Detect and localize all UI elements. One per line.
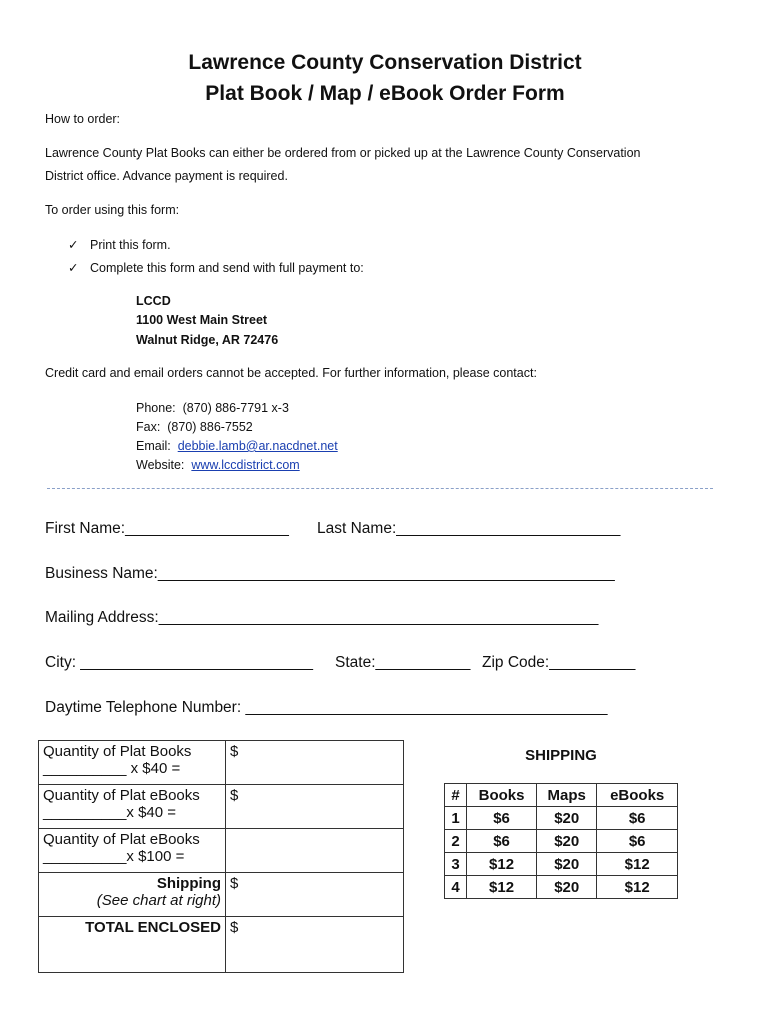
intro-paragraph-line2: District office. Advance payment is required.: [45, 169, 288, 183]
shipping-cell: 1: [445, 807, 467, 830]
notice-text: Credit card and email orders cannot be accepted. For further information, please contact:: [45, 366, 537, 380]
shipping-cell: $20: [537, 830, 597, 853]
table-row: [445, 876, 678, 899]
page-title-line1: Lawrence County Conservation District: [188, 51, 582, 74]
dollar-sign: $: [230, 743, 239, 760]
dollar-sign: $: [230, 875, 239, 892]
checkmark-icon: ✓: [68, 238, 79, 252]
shipping-cell: $6: [597, 807, 678, 830]
order-amount-cell[interactable]: [226, 785, 404, 829]
mailing-address-field[interactable]: Mailing Address:___________________________________________________: [45, 609, 599, 626]
address-line1: LCCD: [136, 294, 171, 308]
order-amount-cell[interactable]: [226, 829, 404, 873]
dollar-sign: $: [230, 787, 239, 804]
shipping-cell: $12: [597, 853, 678, 876]
city-field[interactable]: City: ___________________________: [45, 654, 314, 671]
shipping-cell: $12: [467, 853, 537, 876]
total-amount-cell[interactable]: [226, 917, 404, 973]
fax-label: Fax:: [136, 420, 161, 434]
shipping-cell: $12: [597, 876, 678, 899]
total-label-cell: [39, 917, 226, 973]
table-row: [39, 829, 404, 873]
order-label-cell: [39, 741, 226, 785]
email-label: Email:: [136, 439, 171, 453]
divider: [47, 488, 713, 489]
order-amount-cell[interactable]: [226, 741, 404, 785]
fax-value: (870) 886-7552: [167, 420, 253, 434]
plat-books-qty[interactable]: __________ x $40 =: [43, 760, 181, 777]
intro-paragraph-line1: Lawrence County Plat Books can either be ordered from or picked up at the Lawrence County Conservation: [45, 146, 641, 160]
shipping-cell: $20: [537, 807, 597, 830]
table-row: [39, 785, 404, 829]
table-row: [39, 873, 404, 917]
plat-ebooks-40-label: Quantity of Plat eBooks: [43, 787, 200, 804]
how-to-order-label: How to order:: [45, 112, 121, 126]
address-line2: 1100 West Main Street: [136, 313, 268, 327]
order-label-cell: [39, 829, 226, 873]
shipping-table: [444, 783, 678, 899]
shipping-cell: $20: [537, 853, 597, 876]
phone-label: Phone:: [136, 401, 176, 415]
shipping-header-cell: Maps: [537, 784, 597, 807]
shipping-title: SHIPPING: [525, 747, 597, 764]
step-2-text: Complete this form and send with full payment to:: [90, 261, 364, 275]
shipping-cell: $6: [597, 830, 678, 853]
step-1-text: Print this form.: [90, 238, 171, 252]
total-label: TOTAL ENCLOSED: [85, 919, 221, 936]
business-name-field[interactable]: Business Name:_____________________________________________________: [45, 565, 615, 582]
table-row: [445, 853, 678, 876]
table-row: [445, 807, 678, 830]
contact-website: [136, 458, 300, 472]
shipping-cell: 4: [445, 876, 467, 899]
step-1: [68, 237, 171, 252]
email-link[interactable]: debbie.lamb@ar.nacdnet.net: [177, 439, 338, 453]
contact-fax: [136, 420, 253, 434]
shipping-label: Shipping: [156, 875, 221, 892]
contact-phone: [136, 401, 289, 415]
shipping-cell: $6: [467, 830, 537, 853]
page-title-line2: Plat Book / Map / eBook Order Form: [205, 82, 565, 105]
shipping-cell: $6: [467, 807, 537, 830]
shipping-header-cell: Books: [467, 784, 537, 807]
shipping-label-cell: [39, 873, 226, 917]
shipping-note: (See chart at right): [96, 892, 221, 909]
phone-value: (870) 886-7791 x-3: [182, 401, 289, 415]
phone-field[interactable]: Daytime Telephone Number: __________________________________________: [45, 699, 608, 716]
shipping-header-cell: #: [445, 784, 467, 807]
table-row: [39, 741, 404, 785]
plat-books-label: Quantity of Plat Books: [43, 743, 192, 760]
plat-ebooks-40-qty[interactable]: __________x $40 =: [43, 804, 177, 821]
step-2: [68, 260, 364, 275]
state-field[interactable]: State:___________: [335, 654, 471, 671]
order-label-cell: [39, 785, 226, 829]
order-table: [38, 740, 404, 973]
table-row: [445, 830, 678, 853]
dollar-sign: $: [230, 919, 239, 936]
plat-ebooks-100-qty[interactable]: __________x $100 =: [43, 848, 185, 865]
shipping-cell: 2: [445, 830, 467, 853]
shipping-header-cell: eBooks: [597, 784, 678, 807]
shipping-amount-cell[interactable]: [226, 873, 404, 917]
last-name-field[interactable]: Last Name:__________________________: [317, 520, 621, 537]
contact-email: [136, 439, 338, 453]
zip-field[interactable]: Zip Code:__________: [482, 654, 636, 671]
website-link[interactable]: www.lccdistrict.com: [191, 458, 300, 472]
shipping-header-row: [445, 784, 678, 807]
shipping-cell: $20: [537, 876, 597, 899]
website-label: Website:: [136, 458, 185, 472]
plat-ebooks-100-label: Quantity of Plat eBooks: [43, 831, 200, 848]
address-line3: Walnut Ridge, AR 72476: [136, 333, 279, 347]
first-name-field[interactable]: First Name:___________________: [45, 520, 289, 537]
shipping-cell: 3: [445, 853, 467, 876]
checkmark-icon: ✓: [68, 261, 79, 275]
shipping-cell: $12: [467, 876, 537, 899]
table-row: [39, 917, 404, 973]
to-order-label: To order using this form:: [45, 203, 180, 217]
